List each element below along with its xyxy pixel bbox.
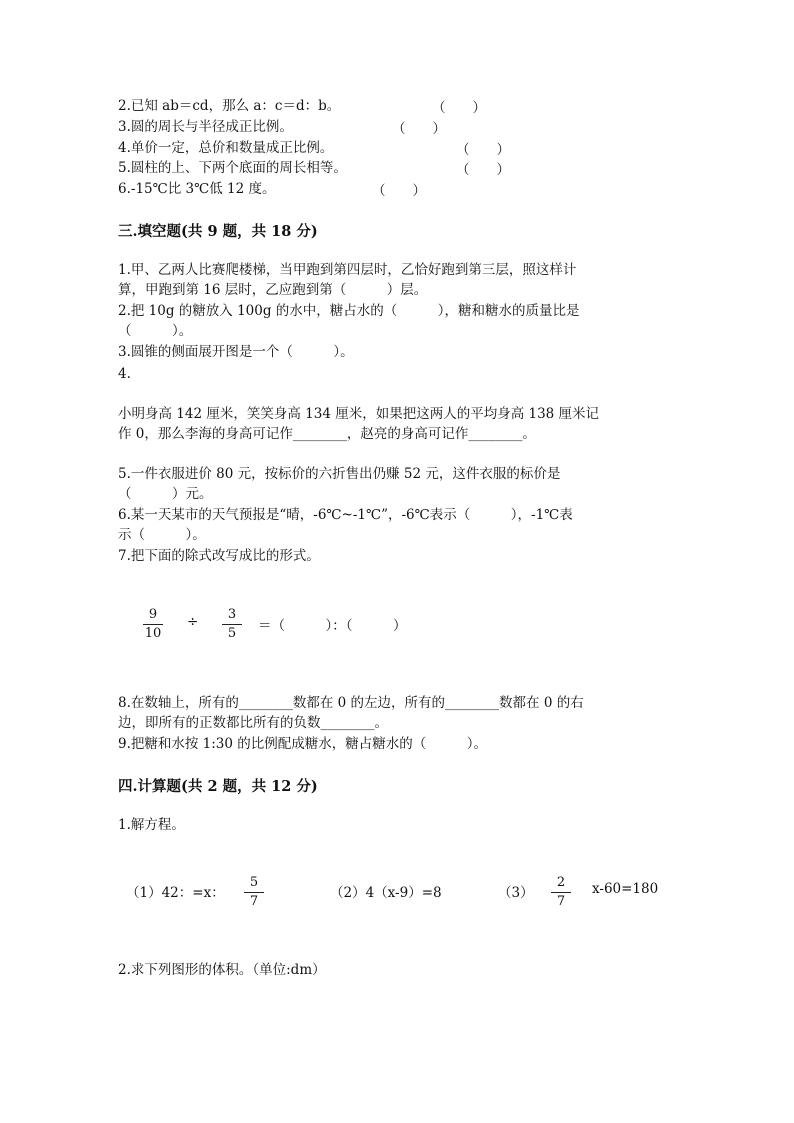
fill-q7: 7.把下面的除式改写成比的形式。 [118, 548, 320, 564]
fraction-denominator: 7 [249, 894, 259, 909]
fill-q6-line1: 6.某一天某市的天气预报是“晴，-6℃~-1℃”，-6℃表示（ ），-1℃表 [118, 507, 573, 523]
fill-q8-line2: 边，即所有的正数都比所有的负数________。 [118, 715, 388, 731]
judge-item-3: 3.圆的周长与半径成正比例。 [118, 119, 293, 135]
fraction-denominator: 7 [556, 894, 566, 909]
judge-item-6: 6.-15℃比 3℃低 12 度。 [118, 181, 276, 197]
fill-q4-line1: 小明身高 142 厘米，笑笑身高 134 厘米，如果把这两人的平均身高 138 厘米记 [118, 406, 600, 422]
ratio-answer-blanks[interactable]: ＝（ ）：（ ） [258, 618, 407, 634]
fraction-3-5 [222, 607, 242, 642]
fraction-bar [143, 624, 163, 625]
equation-1-text: （1）42：=x： [126, 885, 225, 901]
fraction-numerator: 5 [249, 875, 259, 890]
judge-item-4: 4.单价一定，总价和数量成正比例。 [118, 140, 334, 156]
fill-q6-line2: 示（ ）。 [118, 527, 206, 543]
calc-q2: 2.求下列图形的体积。（单位:dm） [118, 962, 326, 978]
judge-answer-paren-4[interactable]: （ ） [456, 142, 510, 158]
fill-q5-line2: （ ）元。 [118, 486, 213, 502]
fill-q4-line2: 作 0，那么李海的身高可记作________，赵亮的身高可记作________。 [118, 426, 536, 442]
equation-3-text: x-60=180 [592, 881, 659, 897]
section-title-calc: 四.计算题(共 2 题，共 12 分) [118, 778, 318, 795]
fraction-bar [222, 624, 242, 625]
fill-q3: 3.圆锥的侧面展开图是一个（ ）。 [118, 344, 354, 360]
judge-answer-paren-6[interactable]: （ ） [372, 183, 426, 199]
fill-q2-line1: 2.把 10g 的糖放入 100g 的水中，糖占水的（ ），糖和糖水的质量比是 [118, 303, 580, 319]
fraction-denominator: 10 [144, 626, 162, 641]
fill-q4-number: 4. [118, 366, 131, 382]
calc-q1: 1.解方程。 [118, 817, 185, 833]
fill-q2-line2: （ ）。 [118, 323, 193, 339]
judge-answer-paren-2[interactable]: （ ） [432, 100, 486, 116]
equation-3-label: （3） [498, 885, 534, 901]
fill-q9: 9.把糖和水按 1:30 的比例配成糖水，糖占糖水的（ ）。 [118, 736, 488, 752]
fraction-5-7 [244, 875, 264, 910]
fraction-bar [551, 892, 571, 893]
fill-q8-line1: 8.在数轴上，所有的________数都在 0 的左边，所有的________数都在 0 的右 [118, 695, 584, 711]
division-sign: ÷ [187, 614, 199, 630]
equation-2-text: （2）4（x-9）=8 [330, 885, 442, 901]
fraction-numerator: 2 [556, 875, 566, 890]
fraction-denominator: 5 [227, 626, 237, 641]
section-title-fill: 三.填空题(共 9 题，共 18 分) [118, 223, 318, 240]
fill-q5-line1: 5.一件衣服进价 80 元，按标价的六折售出仍赚 52 元，这件衣服的标价是 [118, 466, 561, 482]
judge-item-2: 2.已知 ab＝cd，那么 a：c＝d：b。 [118, 98, 341, 114]
judge-item-5: 5.圆柱的上、下两个底面的周长相等。 [118, 160, 347, 176]
fill-q1-line2: 算，甲跑到第 16 层时，乙应跑到第（ ）层。 [118, 282, 428, 298]
fraction-numerator: 3 [227, 607, 237, 622]
fill-q1-line1: 1.甲、乙两人比赛爬楼梯，当甲跑到第四层时，乙恰好跑到第三层，照这样计 [118, 262, 577, 278]
fraction-bar [244, 892, 264, 893]
judge-answer-paren-5[interactable]: （ ） [456, 162, 510, 178]
fraction-9-10 [143, 607, 163, 642]
fraction-2-7 [551, 875, 571, 910]
fraction-numerator: 9 [148, 607, 158, 622]
judge-answer-paren-3[interactable]: （ ） [392, 121, 446, 137]
